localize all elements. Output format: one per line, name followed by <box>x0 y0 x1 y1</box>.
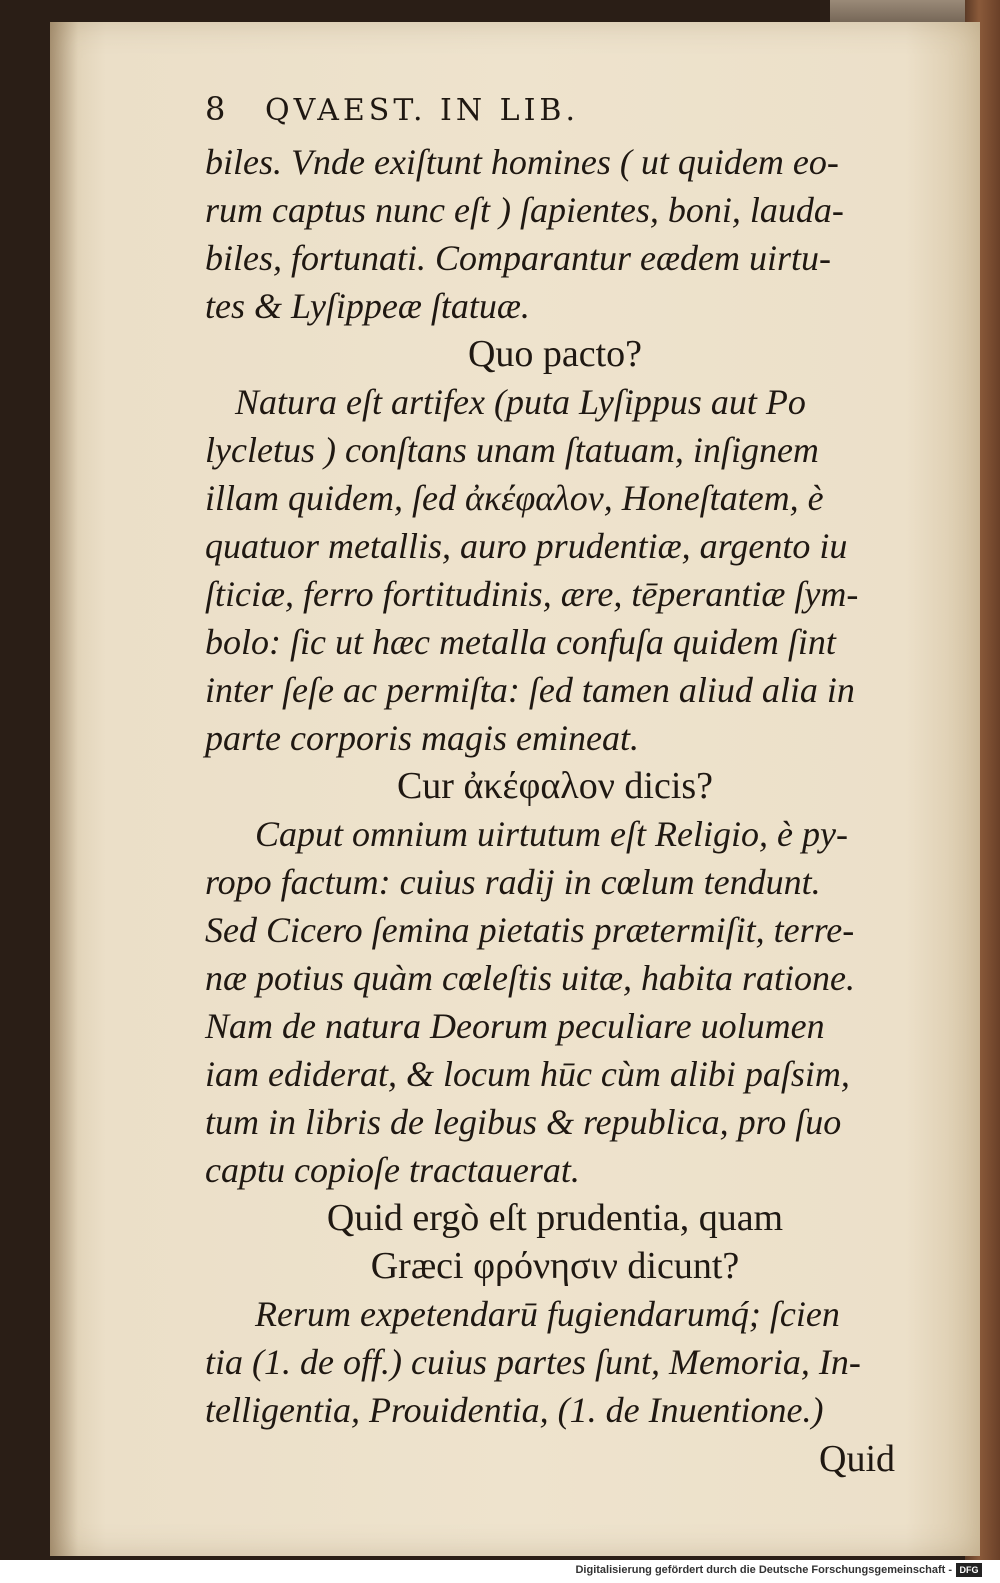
text-line: ſticiæ, ferro fortitudinis, ære, tēperantiæ ſym- <box>205 574 859 614</box>
question-heading: Græci φρόνησιν dicunt? <box>370 1245 740 1287</box>
text-line: bolo: ſic ut hæc metalla confuſa quidem ſint <box>205 622 836 662</box>
text-line: Sed Cicero ſemina pietatis prætermiſit, terre- <box>205 910 855 950</box>
running-head: QVAEST. IN LIB. <box>265 93 580 128</box>
text-line: Rerum expetendarū fugiendarumq́; ſcien <box>255 1294 840 1334</box>
text-line: næ potius quàm cœleſtis uitæ, habita ratione. <box>205 958 856 998</box>
text-line: inter ſeſe ac permiſta: ſed tamen aliud alia in <box>205 670 855 710</box>
text-line: biles, fortunati. Comparantur eædem uirtu- <box>205 238 832 278</box>
text-line: biles. Vnde exiſtunt homines ( ut quidem eo- <box>205 142 839 182</box>
catchword: Quid <box>819 1438 895 1480</box>
question-heading: Cur ἀκέφαλον dicis? <box>396 765 714 807</box>
text-line: tes & Lyſippeæ ſtatuæ. <box>205 286 530 326</box>
text-line: captu copioſe tractauerat. <box>205 1150 580 1190</box>
text-line: iam ediderat, & locum hūc cùm alibi paſsim, <box>205 1054 850 1094</box>
text-line: lycletus ) conſtans unam ſtatuam, inſignem <box>205 430 819 470</box>
text-line: Caput omnium uirtutum eſt Religio, è py- <box>255 814 848 854</box>
text-line: Nam de natura Deorum peculiare uolumen <box>205 1006 825 1046</box>
question-heading: Quo pacto? <box>467 333 643 375</box>
text-line: illam quidem, ſed ἀκέφαλον, Honeſtatem, è <box>205 478 824 518</box>
page-gutter-shadow <box>50 22 78 1556</box>
text-line: ropo factum: cuius radij in cœlum tendunt. <box>205 862 821 902</box>
page-number: 8 <box>205 90 230 128</box>
funding-credit: Digitalisierung gefördert durch die Deutsche Forschungsgemeinschaft - <box>575 1564 952 1576</box>
text-line: tum in libris de legibus & republica, pro ſuo <box>205 1102 842 1142</box>
question-heading: Quid ergò eſt prudentia, quam <box>326 1197 784 1239</box>
page-header <box>205 90 905 138</box>
text-line: tia (1. de off.) cuius partes ſunt, Memoria, In- <box>205 1342 861 1382</box>
text-line: telligentia, Prouidentia, (1. de Inuentione.) <box>205 1390 824 1430</box>
text-line: rum captus nunc eſt ) ſapientes, boni, lauda- <box>205 190 844 230</box>
text-line: parte corporis magis emineat. <box>205 718 639 758</box>
text-line: quatuor metallis, auro prudentiæ, argento iu <box>205 526 848 566</box>
digitization-footer <box>0 1560 1000 1583</box>
page-text <box>205 90 905 1484</box>
dfg-logo-icon: DFG <box>956 1563 982 1577</box>
text-line: Natura eſt artifex (puta Lyſippus aut Po <box>235 382 806 422</box>
